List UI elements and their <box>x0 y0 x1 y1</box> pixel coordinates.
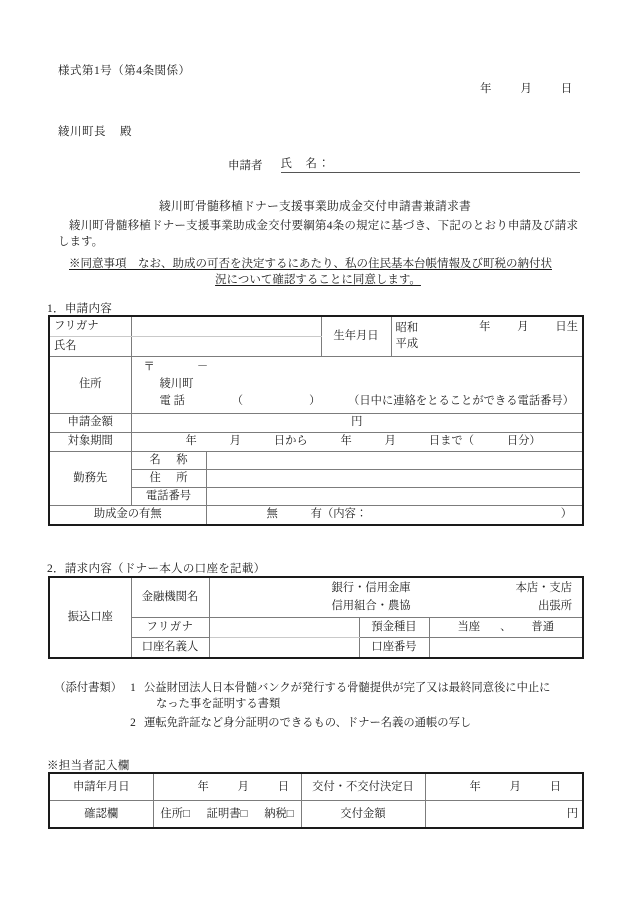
date-month-label: 月 <box>520 83 532 95</box>
account-furigana-label: フリガナ <box>131 618 209 638</box>
bank-account-table <box>48 576 584 659</box>
table-row-subsidy <box>49 505 583 525</box>
attachment-2-number: 2 <box>130 716 136 729</box>
period-label: 対象期間 <box>49 432 131 451</box>
table-row-staff-dates <box>49 773 583 801</box>
attachments-tag: （添付書類） <box>54 682 122 694</box>
page-title: 綾川町骨髄移植ドナー支援事業助成金交付申請書兼請求書 <box>159 199 471 213</box>
check-options[interactable] <box>153 801 301 829</box>
grant-amount-unit: 円 <box>566 807 578 820</box>
account-furigana-input[interactable] <box>209 618 359 638</box>
document-date-line <box>480 80 572 96</box>
intro-text: 綾川町骨髄移植ドナー支援事業助成金交付要綱第4条の規定に基づき、下記のとおり申請及び請求します。 <box>58 220 578 249</box>
table-row-institution <box>49 577 583 618</box>
attachment-2-line-1: 運転免許証など身分証明のできるもの、ドナー名義の通帳の写し <box>144 716 472 729</box>
apply-date-value[interactable] <box>153 773 301 801</box>
applicant-name-field[interactable]: 氏 名： <box>281 155 581 173</box>
address-town-line <box>136 376 579 393</box>
postal-dash: － <box>196 360 209 373</box>
address-tel-line <box>136 393 579 410</box>
employer-tel-input[interactable] <box>206 487 583 505</box>
postal-mark-icon: 〒 <box>143 360 155 373</box>
birthdate-value[interactable] <box>391 316 583 356</box>
tel-label: 電話 <box>159 394 188 407</box>
addressee-honorific: 殿 <box>120 126 132 138</box>
name-input[interactable] <box>131 336 321 356</box>
apply-date-month: 月 <box>237 780 249 793</box>
address-town: 綾川町 <box>159 377 194 390</box>
tel-paren-close: ） <box>309 394 321 407</box>
institution-option-2[interactable]: 信用組合・農協 <box>331 599 411 612</box>
table-row-furigana <box>49 316 583 336</box>
decision-date-value[interactable] <box>425 773 583 801</box>
employer-tel-label: 電話番号 <box>131 487 206 505</box>
table-row-staff-check <box>49 801 583 829</box>
account-holder-label: 口座名義人 <box>131 638 209 659</box>
employer-name-input[interactable] <box>206 451 583 469</box>
institution-label: 金融機関名 <box>131 577 209 618</box>
grant-amount-value[interactable] <box>425 801 583 829</box>
consent-line-1: ※同意事項 なお、助成の可否を決定するにあたり、私の住民基本台帳情報及び町税の納付状 <box>69 258 552 270</box>
account-holder-input[interactable] <box>209 638 359 659</box>
tel-note: （日中に連絡をとることができる電話番号） <box>348 394 575 407</box>
addressee-name: 綾川町長 <box>58 126 106 138</box>
decision-date-year: 年 <box>469 780 481 793</box>
birthdate-day-label: 日生 <box>555 321 579 333</box>
era-heisei-option[interactable]: 平成 <box>395 338 419 351</box>
consent-block <box>58 256 578 289</box>
deposit-type-value[interactable] <box>429 618 583 638</box>
era-showa-option[interactable]: 昭和 <box>395 322 419 334</box>
amount-label: 申請金額 <box>49 413 131 432</box>
apply-date-label: 申請年月日 <box>49 773 153 801</box>
table-row-period <box>49 432 583 451</box>
section-2-heading: 2．請求内容（ドナー本人の口座を記載） <box>47 563 266 575</box>
decision-date-day: 日 <box>549 780 562 793</box>
decision-date-month: 月 <box>509 780 521 793</box>
account-label: 振込口座 <box>49 577 131 658</box>
deposit-toza-option[interactable]: 当座 <box>457 621 481 634</box>
apply-date-day: 日 <box>277 780 290 793</box>
addressee <box>58 123 132 139</box>
furigana-label: フリガナ <box>49 316 131 336</box>
grant-amount-label: 交付金額 <box>301 801 425 829</box>
amount-value[interactable] <box>131 413 583 432</box>
application-content-table <box>48 315 584 526</box>
section-1-heading: 1．申請内容 <box>47 303 113 315</box>
branch-option-1[interactable]: 本店・支店 <box>515 582 573 594</box>
deposit-separator: 、 <box>500 621 512 634</box>
name-label: 氏名 <box>49 336 131 356</box>
attachment-item-1 <box>48 680 582 696</box>
tel-paren-open: （ <box>231 394 244 407</box>
furigana-input[interactable] <box>131 316 321 336</box>
address-value[interactable] <box>131 356 583 413</box>
address-label: 住所 <box>49 356 131 413</box>
applicant-label: 申請者 <box>228 160 263 172</box>
attachment-1-number: 1 <box>130 682 136 694</box>
attachment-item-2 <box>48 715 582 731</box>
table-row-employer-name <box>49 451 583 469</box>
consent-line-2: 況について確認することに同意します。 <box>215 274 421 287</box>
decision-date-label: 交付・不交付決定日 <box>301 773 425 801</box>
check-address-checkbox[interactable]: 住所□ <box>160 807 190 820</box>
check-label: 確認欄 <box>49 801 153 829</box>
employer-name-label <box>131 451 206 469</box>
staff-section-heading: ※担当者記入欄 <box>47 760 130 772</box>
branch-option-2[interactable]: 出張所 <box>538 599 573 612</box>
form-number: 様式第1号（第4条関係） <box>58 65 191 77</box>
date-year-label: 年 <box>480 83 492 95</box>
table-row-amount <box>49 413 583 432</box>
period-year-1: 年 <box>185 435 197 448</box>
attachments-block <box>48 680 582 731</box>
subsidy-close-paren: ） <box>560 508 573 521</box>
date-day-label: 日 <box>560 83 573 95</box>
institution-value[interactable] <box>209 577 583 618</box>
birthdate-fields <box>455 320 578 335</box>
employer-address-label <box>131 469 206 487</box>
applicant-name-row <box>228 155 580 173</box>
birthdate-month-label: 月 <box>517 321 529 333</box>
subsidy-none-option[interactable]: 無 <box>266 508 278 521</box>
attachment-1-line-2: なった事を証明する書類 <box>156 698 281 711</box>
period-year-2: 年 <box>340 435 352 448</box>
employer-address-label-text: 住 所 <box>149 471 188 484</box>
subsidy-label: 助成金の有無 <box>49 505 206 525</box>
check-certificate-checkbox[interactable]: 証明書□ <box>206 807 248 820</box>
birthdate-year-label: 年 <box>479 321 491 333</box>
period-month-1: 月 <box>229 435 241 448</box>
employer-label: 勤務先 <box>49 451 131 505</box>
account-number-label: 口座番号 <box>359 638 429 659</box>
amount-unit: 円 <box>351 416 363 429</box>
account-number-input[interactable] <box>429 638 583 659</box>
birthdate-label: 生年月日 <box>321 316 391 356</box>
address-postal-line <box>136 359 579 376</box>
subsidy-yes-option[interactable]: 有（内容： <box>310 508 368 521</box>
subsidy-value[interactable] <box>206 505 583 525</box>
period-to: 日まで（ <box>428 435 474 448</box>
intro-paragraph <box>58 218 578 251</box>
staff-entry-table <box>48 772 584 829</box>
deposit-futsu-option[interactable]: 普通 <box>531 621 555 634</box>
period-month-2: 月 <box>384 435 396 448</box>
apply-date-year: 年 <box>197 780 209 793</box>
table-row-address <box>49 356 583 413</box>
attachment-1-line-1: 公益財団法人日本骨髄バンクが発行する骨髄提供が完了又は最終同意後に中止に <box>144 682 551 694</box>
period-from: 日から <box>273 435 308 448</box>
period-days: 日分） <box>506 435 541 448</box>
employer-address-input[interactable] <box>206 469 583 487</box>
employer-name-label-text: 名 称 <box>149 453 188 466</box>
check-tax-checkbox[interactable]: 納税□ <box>264 807 294 820</box>
deposit-type-label: 預金種目 <box>359 618 429 638</box>
institution-option-1[interactable]: 銀行・信用金庫 <box>331 582 411 594</box>
period-value[interactable] <box>131 432 583 451</box>
